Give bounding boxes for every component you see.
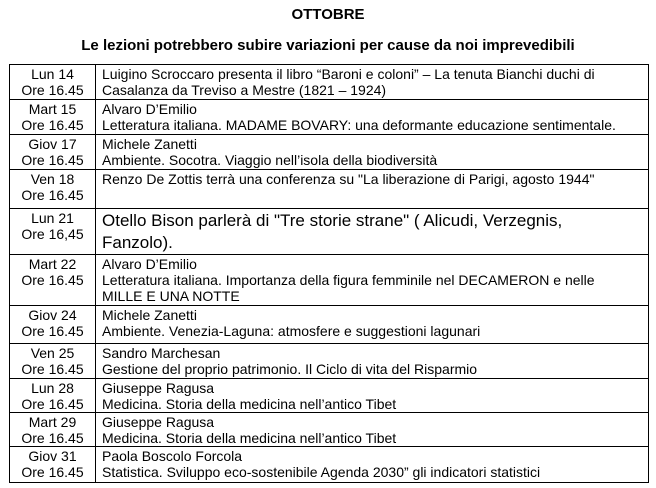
time-label: Ore 16.45 xyxy=(21,152,84,168)
table-row xyxy=(10,447,649,483)
description-cell xyxy=(96,306,649,344)
topic-text: Casalanza da Treviso a Mestre (1821 – 1924) xyxy=(102,82,387,98)
day-label: Ven 25 xyxy=(30,345,75,361)
description-cell xyxy=(96,413,649,447)
page-title: OTTOBRE xyxy=(291,6,365,23)
speaker-text: Michele Zanetti xyxy=(102,307,197,323)
day-label: Lun 21 xyxy=(31,210,74,226)
table-row xyxy=(10,413,649,447)
description-cell xyxy=(96,100,649,135)
speaker-text: Renzo De Zottis terrà una conferenza su "La liberazione di Parigi, agosto 1944" xyxy=(102,171,595,187)
speaker-text: Alvaro D’Emilio xyxy=(102,256,197,272)
speaker-text: Giuseppe Ragusa xyxy=(102,414,215,430)
description-cell xyxy=(96,209,649,255)
table-row xyxy=(10,255,649,306)
time-label: Ore 16.45 xyxy=(21,361,84,377)
table-row xyxy=(10,170,649,209)
day-label: Mart 22 xyxy=(28,256,77,272)
topic-text: Letteratura italiana. Importanza della figura femminile nel DECAMERON e nelle xyxy=(102,272,595,288)
table-row xyxy=(10,379,649,413)
day-label: Giov 17 xyxy=(28,136,77,152)
speaker-text: Alvaro D’Emilio xyxy=(102,101,197,117)
date-cell xyxy=(10,65,96,100)
date-cell xyxy=(10,135,96,170)
description-cell xyxy=(96,170,649,209)
time-label: Ore 16.45 xyxy=(21,396,84,412)
topic-text: Fanzolo). xyxy=(102,233,173,252)
date-cell xyxy=(10,413,96,447)
page-subtitle: Le lezioni potrebbero subire variazioni per cause da noi imprevedibili xyxy=(81,37,575,54)
topic-text: Medicina. Storia della medicina nell’antico Tibet xyxy=(102,396,397,412)
topic-text: Statistica. Sviluppo eco-sostenibile Agenda 2030” gli indicatori statistici xyxy=(102,464,541,480)
speaker-text: Paola Boscolo Forcola xyxy=(102,448,243,464)
table-row xyxy=(10,344,649,379)
time-label: Ore 16.45 xyxy=(21,464,84,480)
table-row xyxy=(10,135,649,170)
date-cell xyxy=(10,170,96,209)
day-label: Lun 28 xyxy=(31,380,74,396)
speaker-text: Sandro Marchesan xyxy=(102,345,221,361)
table-row xyxy=(10,306,649,344)
day-label: Giov 24 xyxy=(28,307,77,323)
date-cell xyxy=(10,306,96,344)
topic-text: Ambiente. Socotra. Viaggio nell’isola della biodiversità xyxy=(102,152,438,168)
speaker-text: Luigino Scroccaro presenta il libro “Baroni e coloni” – La tenuta Bianchi duchi di xyxy=(102,66,595,82)
description-cell xyxy=(96,447,649,483)
time-label: Ore 16.45 xyxy=(21,82,84,98)
topic-text: Gestione del proprio patrimonio. Il Ciclo di vita del Risparmio xyxy=(102,361,478,377)
day-label: Giov 31 xyxy=(28,448,77,464)
time-label: Ore 16,45 xyxy=(21,226,84,242)
date-cell xyxy=(10,255,96,306)
description-cell xyxy=(96,65,649,100)
date-cell xyxy=(10,100,96,135)
day-label: Mart 29 xyxy=(28,414,77,430)
speaker-text: Otello Bison parlerà di "Tre storie strane" ( Alicudi, Verzegnis, xyxy=(102,211,563,230)
topic-text: Ambiente. Venezia-Laguna: atmosfere e suggestioni lagunari xyxy=(102,323,481,339)
description-cell xyxy=(96,255,649,306)
time-label: Ore 16.45 xyxy=(21,187,84,203)
day-label: Mart 15 xyxy=(28,101,77,117)
description-cell xyxy=(96,344,649,379)
schedule-table xyxy=(9,64,649,483)
time-label: Ore 16.45 xyxy=(21,430,84,446)
description-cell xyxy=(96,379,649,413)
table-row xyxy=(10,100,649,135)
topic-text: Medicina. Storia della medicina nell’antico Tibet xyxy=(102,430,397,446)
time-label: Ore 16.45 xyxy=(21,272,84,288)
date-cell xyxy=(10,447,96,483)
table-row xyxy=(10,65,649,100)
table-row xyxy=(10,209,649,255)
topic-text: Letteratura italiana. MADAME BOVARY: una deformante educazione sentimentale. xyxy=(102,117,616,133)
date-cell xyxy=(10,209,96,255)
day-label: Ven 18 xyxy=(30,171,75,187)
description-cell xyxy=(96,135,649,170)
topic-text-continued: MILLE E UNA NOTTE xyxy=(102,288,240,304)
date-cell xyxy=(10,344,96,379)
speaker-text: Michele Zanetti xyxy=(102,136,197,152)
speaker-text: Giuseppe Ragusa xyxy=(102,380,215,396)
date-cell xyxy=(10,379,96,413)
day-label: Lun 14 xyxy=(31,66,74,82)
time-label: Ore 16.45 xyxy=(21,323,84,339)
time-label: Ore 16.45 xyxy=(21,117,84,133)
